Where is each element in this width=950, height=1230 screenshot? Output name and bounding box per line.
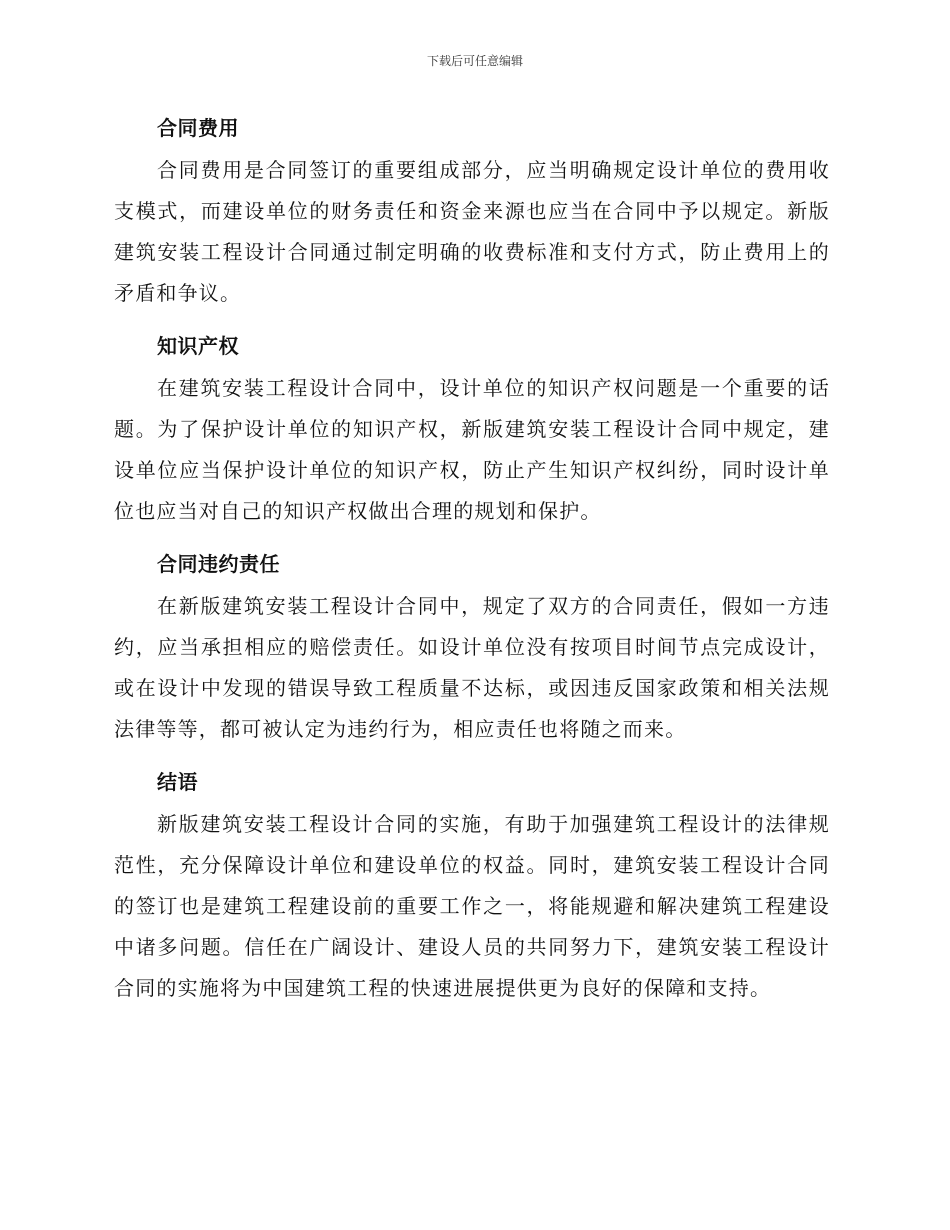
section-title: 知识产权 [157, 334, 239, 358]
section-paragraph: 合同费用是合同签订的重要组成部分，应当明确规定设计单位的费用收支模式，而建设单位的财务责任和资金来源也应当在合同中予以规定。新版建筑安装工程设计合同通过制定明确的收费标准和支付方式，防止费用上的矛盾和争议。 [114, 158, 830, 305]
section-intellectual-property [114, 324, 830, 532]
section-breach-liability [114, 542, 830, 750]
section-conclusion [114, 760, 830, 1009]
section-title: 结语 [157, 770, 198, 794]
document-body [114, 106, 830, 1019]
section-title: 合同费用 [157, 116, 239, 140]
header-note: 下载后可任意编辑 [426, 54, 523, 68]
section-title: 合同违约责任 [157, 552, 280, 576]
section-paragraph: 在建筑安装工程设计合同中，设计单位的知识产权问题是一个重要的话题。为了保护设计单位的知识产权，新版建筑安装工程设计合同中规定，建设单位应当保护设计单位的知识产权，防止产生知识产权纠纷，同时设计单位也应当对自己的知识产权做出合理的规划和保护。 [114, 376, 830, 523]
section-contract-fees [114, 106, 830, 314]
section-paragraph: 在新版建筑安装工程设计合同中，规定了双方的合同责任，假如一方违约，应当承担相应的赔偿责任。如设计单位没有按项目时间节点完成设计，或在设计中发现的错误导致工程质量不达标，或因违反国家政策和相关法规法律等等，都可被认定为违约行为，相应责任也将随之而来。 [114, 594, 830, 741]
section-paragraph: 新版建筑安装工程设计合同的实施，有助于加强建筑工程设计的法律规范性，充分保障设计单位和建设单位的权益。同时，建筑安装工程设计合同的签订也是建筑工程建设前的重要工作之一，将能规避和解决建筑工程建设中诸多问题。信任在广阔设计、建设人员的共同努力下，建筑安装工程设计合同的实施将为中国建筑工程的快速进展提供更为良好的保障和支持。 [114, 812, 830, 1000]
